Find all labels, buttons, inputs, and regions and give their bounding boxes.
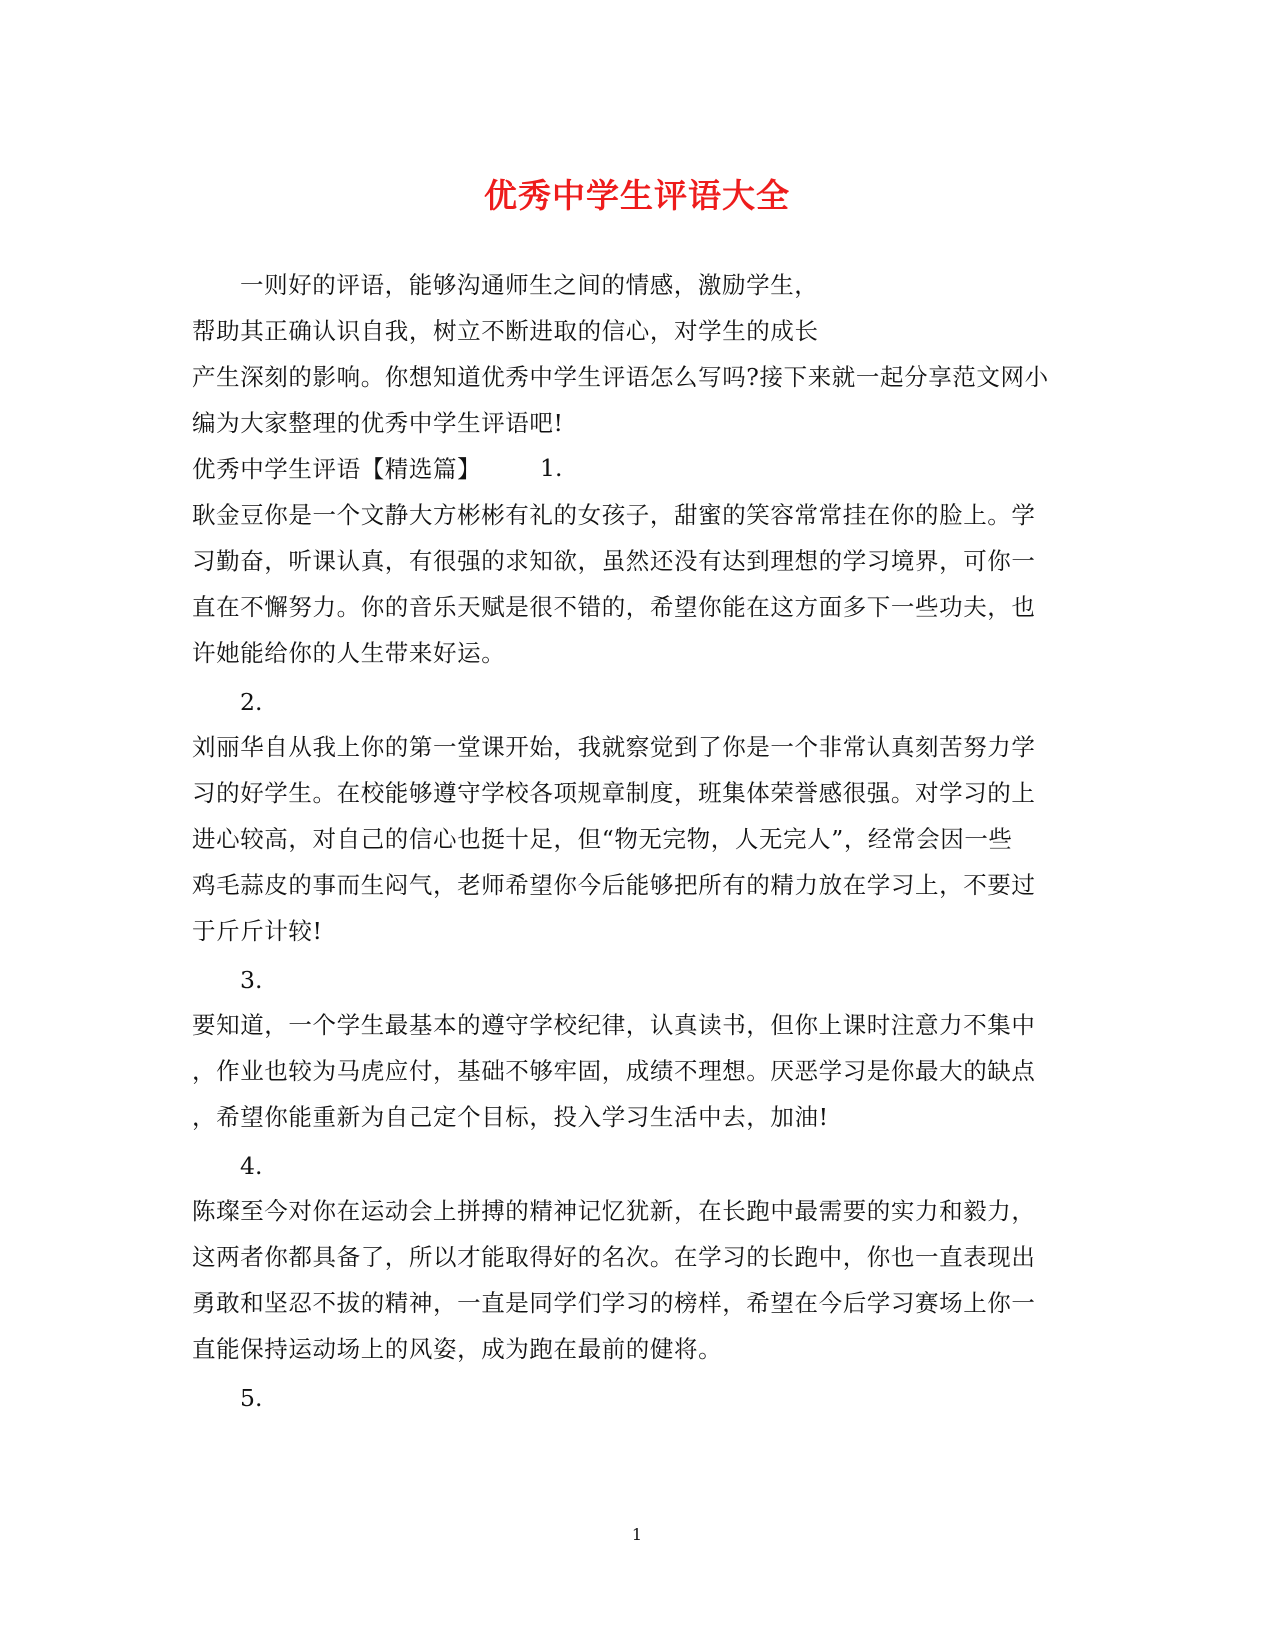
section-heading: 优秀中学生评语【精选篇】 — [192, 455, 482, 483]
item-line: 直在不懈努力。你的音乐天赋是很不错的，希望你能在这方面多下一些功夫，也 — [192, 593, 1036, 621]
item-line: ，作业也较为马虎应付，基础不够牢固，成绩不理想。厌恶学习是你最大的缺点 — [192, 1057, 1036, 1085]
item-line: ，希望你能重新为自己定个目标，投入学习生活中去，加油! — [192, 1103, 829, 1131]
item-number: 4. — [240, 1152, 263, 1180]
intro-line: 编为大家整理的优秀中学生评语吧! — [192, 409, 564, 437]
item-number: 3. — [240, 966, 263, 994]
item-line: 勇敢和坚忍不拔的精神，一直是同学们学习的榜样，希望在今后学习赛场上你一 — [192, 1289, 1036, 1317]
intro-line: 帮助其正确认识自我，树立不断进取的信心，对学生的成长 — [192, 317, 819, 345]
page-number: 1 — [631, 1525, 643, 1544]
item-line: 许她能给你的人生带来好运。 — [192, 639, 506, 667]
document-title: 优秀中学生评语大全 — [484, 176, 790, 215]
item-line: 鸡毛蒜皮的事而生闷气，老师希望你今后能够把所有的精力放在学习上，不要过 — [192, 871, 1036, 899]
item-line: 习的好学生。在校能够遵守学校各项规章制度，班集体荣誉感很强。对学习的上 — [192, 779, 1036, 807]
item-line: 刘丽华自从我上你的第一堂课开始，我就察觉到了你是一个非常认真刻苦努力学 — [192, 733, 1036, 761]
item-line: 陈璨至今对你在运动会上拼搏的精神记忆犹新，在长跑中最需要的实力和毅力， — [192, 1197, 1036, 1225]
item-line: 要知道，一个学生最基本的遵守学校纪律，认真读书，但你上课时注意力不集中 — [192, 1011, 1036, 1039]
item-line: 直能保持运动场上的风姿，成为跑在最前的健将。 — [192, 1335, 723, 1363]
intro-line: 产生深刻的影响。你想知道优秀中学生评语怎么写吗?接下来就一起分享范文网小 — [192, 363, 1049, 391]
intro-line: 一则好的评语，能够沟通师生之间的情感，激励学生， — [240, 271, 819, 299]
item-line: 习勤奋，听课认真，有很强的求知欲，虽然还没有达到理想的学习境界，可你一 — [192, 547, 1036, 575]
item-line: 于斤斤计较! — [192, 917, 323, 945]
item-number: 5. — [240, 1384, 263, 1412]
item-number: 2. — [240, 688, 263, 716]
item-line: 进心较高，对自己的信心也挺十足，但“物无完物，人无完人”，经常会因一些 — [192, 825, 1013, 853]
item-line: 这两者你都具备了，所以才能取得好的名次。在学习的长跑中，你也一直表现出 — [192, 1243, 1036, 1271]
item-number: 1. — [540, 454, 563, 482]
item-line: 耿金豆你是一个文静大方彬彬有礼的女孩子，甜蜜的笑容常常挂在你的脸上。学 — [192, 501, 1036, 529]
